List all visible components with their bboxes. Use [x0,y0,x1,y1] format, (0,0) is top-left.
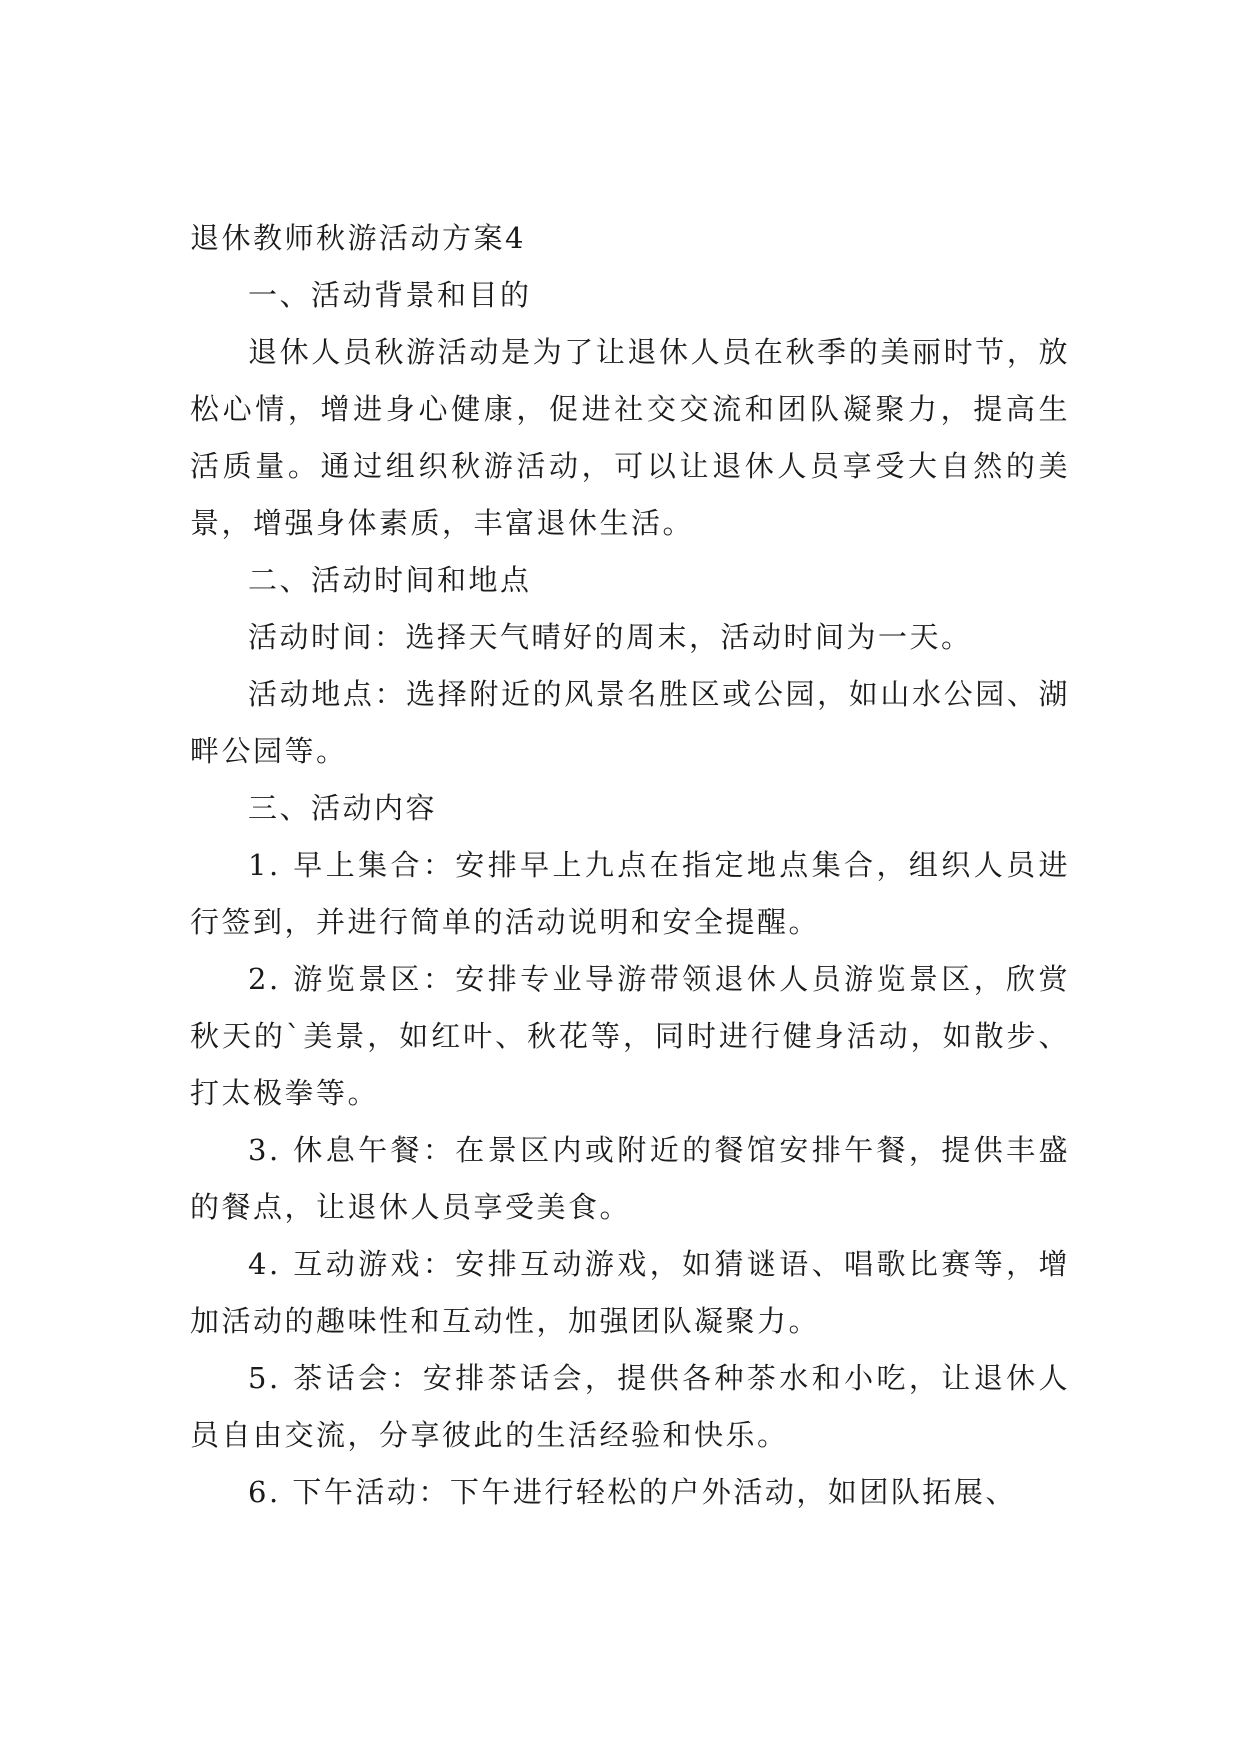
section-heading-content: 三、活动内容 [248,791,438,825]
list-item-afternoon: 6. 下午活动：下午进行轻松的户外活动，如团队拓展、 [248,1475,1017,1509]
paragraph-location: 活动地点：选择附近的风景名胜区或公园，如山水公园、湖畔公园等。 [190,677,1070,768]
list-item-tea-party: 5. 茶话会：安排茶话会，提供各种茶水和小吃，让退休人员自由交流，分享彼此的生活经验和快乐。 [190,1361,1070,1452]
paragraph-time: 活动时间：选择天气晴好的周末，活动时间为一天。 [248,620,973,654]
document-body [190,210,1070,1521]
document-title: 退休教师秋游活动方案4 [190,221,526,255]
section-heading-time-location: 二、活动时间和地点 [248,563,532,597]
list-item-gathering: 1. 早上集合：安排早上九点在指定地点集合，组织人员进行签到，并进行简单的活动说明和安全提醒。 [190,848,1070,939]
list-item-games: 4. 互动游戏：安排互动游戏，如猜谜语、唱歌比赛等，增加活动的趣味性和互动性，加强团队凝聚力。 [190,1247,1070,1338]
paragraph-background: 退休人员秋游活动是为了让退休人员在秋季的美丽时节，放松心情，增进身心健康，促进社交交流和团队凝聚力，提高生活质量。通过组织秋游活动，可以让退休人员享受大自然的美景，增强身体素质，丰富退休生活。 [190,335,1070,540]
section-heading-background: 一、活动背景和目的 [248,278,532,312]
list-item-lunch: 3. 休息午餐：在景区内或附近的餐馆安排午餐，提供丰盛的餐点，让退休人员享受美食。 [190,1133,1070,1224]
list-item-sightseeing: 2. 游览景区：安排专业导游带领退休人员游览景区，欣赏秋天的`美景，如红叶、秋花等，同时进行健身活动，如散步、打太极拳等。 [190,962,1070,1110]
